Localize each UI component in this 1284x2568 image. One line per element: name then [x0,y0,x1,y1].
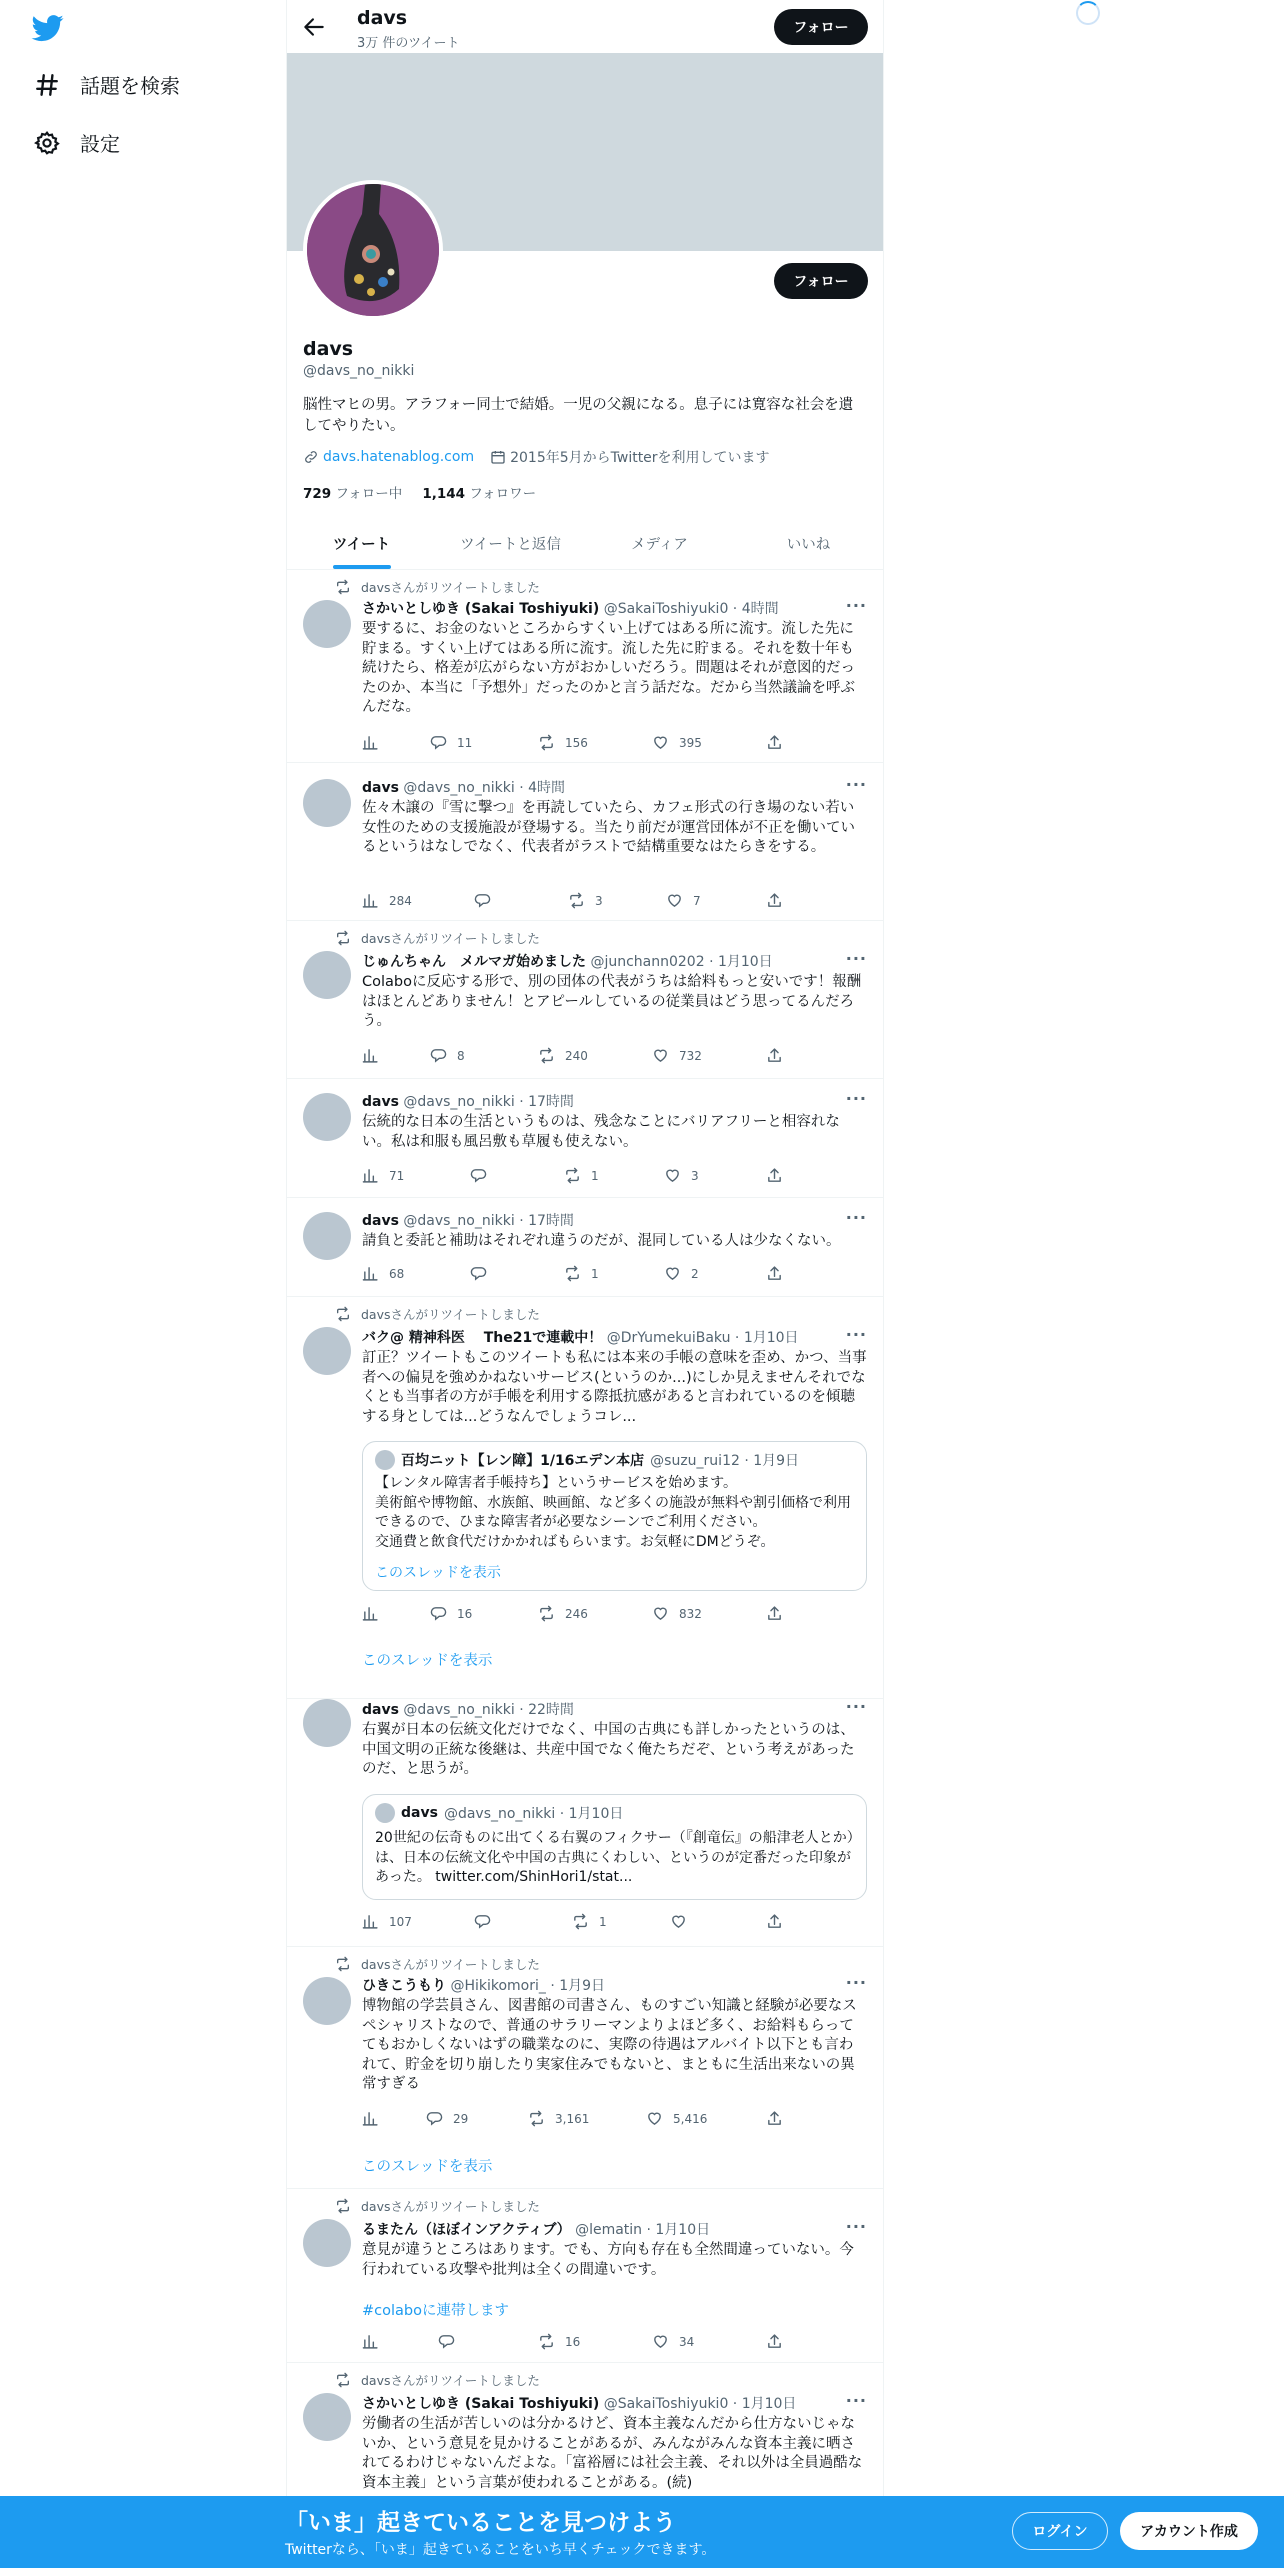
retweet-count: 246 [565,1606,588,1621]
more-options-icon[interactable]: ··· [845,1089,867,1108]
heart-icon [652,1605,669,1622]
share-icon [766,1167,783,1184]
tweet-avatar[interactable] [303,600,351,648]
tweet-avatar[interactable] [303,1212,351,1260]
analytics-icon [362,2110,379,2127]
analytics-icon [362,1047,379,1064]
retweet-icon [572,1913,589,1930]
share-button[interactable] [766,1913,783,1930]
profile-website-link[interactable]: davs.hatenablog.com [323,449,475,465]
more-options-icon[interactable]: ··· [845,775,867,794]
profile-website[interactable] [303,447,474,467]
avatar-image-icon [307,184,439,316]
heart-icon [666,892,683,909]
tweet-actions [362,1047,792,1067]
analytics-button[interactable] [362,1047,389,1064]
retweet-icon [335,2198,351,2214]
tweet-item[interactable] [287,1297,883,1699]
quoted-author-handle: @suzu_rui12 · 1月9日 [650,1453,800,1469]
quoted-tweet-text: 【レンタル障害者手帳持ち】というサービスを始めます。 美術館や博物館、水族館、映画館、など多くの施設が無料や割引価格で利用できるので、ひまな障害者が必要なシーンでご利用ください。 交通費と飲食代だけかかればもらいます。お気軽にDMどうぞ。 [375,1475,851,1550]
profile-header-bar [287,0,883,53]
quoted-tweet-header [375,1450,799,1470]
tweet-author-name[interactable]: さかいとしゆき (Sakai Toshiyuki) [362,601,600,617]
heart-icon [664,1265,681,1282]
retweet-indicator [335,2371,540,2389]
tweet-actions [362,1605,792,1625]
views-count: 71 [389,1168,405,1183]
share-icon [766,1605,783,1622]
share-icon [766,2110,783,2127]
following-count: 729 [303,486,332,502]
retweet-icon [538,2333,555,2350]
followers-count: 1,144 [422,486,466,502]
like-button[interactable] [652,734,702,751]
tweet-header [362,777,565,797]
retweet-label: davsさんがリツイートしました [361,2373,540,2388]
heart-icon [652,734,669,751]
profile-handle: @davs_no_nikki [303,363,415,379]
retweet-icon [335,930,351,946]
retweet-count: 1 [591,1168,599,1183]
reply-icon [470,1167,487,1184]
tweet-text: 訂正？ツイートもこのツイートも私には本来の手帳の意味を歪め、かつ、当事者への偏見を強めかねないサービス(というのか...)にしか見えませんそれでなくとも当事者の方が手帳を利用する際抵抗感があると言われているのを傾聴する身としては...どうなんでしょうコレ... [362,1350,867,1425]
like-count: 5,416 [673,2111,708,2126]
tweet-item[interactable] [287,763,883,921]
retweet-button[interactable] [528,2110,589,2127]
reply-count: 16 [457,1606,473,1621]
link-icon [303,449,319,465]
tweet-author-name[interactable]: るまたん（ほぼインアクティブ） [362,2222,571,2238]
show-thread-link[interactable]: このスレッドを表示 [362,2159,493,2175]
share-icon [766,1047,783,1064]
like-count: 34 [679,2334,695,2349]
tweet-text: 伝統的な日本の生活というものは、残念なことにバリアフリーと相容れない。私は和服も風呂敷も草履も使えない。 [362,1114,840,1150]
followers-link[interactable] [422,482,536,502]
retweet-button[interactable] [538,734,588,751]
login-button[interactable]: ログイン [1012,2512,1108,2550]
share-button[interactable] [766,1265,783,1282]
more-options-icon[interactable]: ··· [845,1208,867,1227]
tweet-item[interactable] [287,2363,883,2496]
reply-icon [474,892,491,909]
tab-tweets-and-replies[interactable]: ツイートと返信 [460,537,561,553]
quoted-tweet-header [375,1803,623,1823]
prompt-subtitle: Twitterなら、「いま」起きていることをいち早くチェックできます。 [285,2542,716,2558]
more-options-icon[interactable]: ··· [845,2391,867,2410]
profile-bio: 脳性マヒの男。アラフォー同士で結婚。一児の父親になる。息子には寛容な社会を遺してやりたい。 [303,397,854,434]
retweet-icon [335,1956,351,1972]
reply-icon [438,2333,455,2350]
reply-button[interactable] [430,734,472,751]
profile-follow-stats [303,482,536,502]
share-icon [766,892,783,909]
share-button[interactable] [766,1167,783,1184]
profile-avatar[interactable] [303,180,443,320]
reply-icon [474,1913,491,1930]
more-options-icon[interactable]: ··· [845,1697,867,1716]
tweet-item[interactable] [287,1699,883,1947]
retweet-icon [564,1265,581,1282]
nav-settings-label: 設定 [80,132,120,156]
calendar-icon [490,449,506,465]
share-icon [766,1913,783,1930]
signup-button[interactable]: アカウント作成 [1120,2512,1258,2550]
tab-media[interactable]: メディア [631,537,688,553]
reply-button[interactable] [470,1167,497,1184]
tweet-header [362,598,779,618]
profile-joined-text: 2015年5月からTwitterを利用しています [510,450,770,466]
more-options-icon[interactable]: ··· [845,2217,867,2236]
reply-count: 8 [457,1048,465,1063]
like-button[interactable] [652,2333,694,2350]
retweet-icon [538,734,555,751]
tweet-header [362,1327,799,1347]
tweet-item[interactable] [287,1079,883,1198]
following-link[interactable] [303,482,402,502]
retweet-indicator [335,929,540,947]
like-count: 832 [679,1606,702,1621]
quoted-avatar [375,1450,395,1470]
profile-name: davs [303,338,354,360]
share-button[interactable] [766,892,783,909]
like-button[interactable] [670,1913,697,1930]
share-button[interactable] [766,1605,783,1622]
tweet-avatar[interactable] [303,2393,351,2441]
like-count: 2 [691,1266,699,1281]
twitter-logo-icon[interactable] [30,12,66,44]
like-button[interactable] [652,1605,702,1622]
share-icon [766,1265,783,1282]
retweet-button[interactable] [564,1265,599,1282]
tweet-actions [362,734,792,754]
tab-tweets[interactable]: ツイート [287,518,436,569]
tweet-actions [362,1167,792,1187]
like-button[interactable] [666,892,701,909]
signup-prompt-bar [0,2496,1284,2568]
retweet-indicator [335,1955,540,1973]
tweet-actions [362,2110,792,2130]
retweet-button[interactable] [568,892,603,909]
nav-explore-label: 話題を検索 [80,74,180,98]
tweet-item[interactable] [287,1947,883,2189]
tweet-text: 右翼が日本の伝統文化だけでなく、中国の古典にも詳しかったというのは、中国文明の正統な後継は、共産中国でなく俺たちだぞ、という考えがあったのだ、と思うが。 [362,1722,855,1777]
profile-timeline-column [286,0,884,2568]
tweet-author-handle[interactable]: @davs_no_nikki · 22時間 [403,1702,574,1718]
quoted-avatar [375,1803,395,1823]
followers-label: フォロワー [469,486,537,502]
tweet-avatar[interactable] [303,2219,351,2267]
tweet-avatar[interactable] [303,1093,351,1141]
heart-icon [664,1167,681,1184]
retweet-label: davsさんがリツイートしました [361,1957,540,1972]
quoted-author-name: 百均ニット【レン障】1/16エデン本店 [401,1453,645,1469]
reply-icon [426,2110,443,2127]
reply-icon [470,1265,487,1282]
tweet-header [362,1210,574,1230]
prompt-title: 「いま」起きていることを見つけよう [285,2510,676,2536]
retweet-label: davsさんがリツイートしました [361,1307,540,1322]
like-count: 395 [679,735,702,750]
hashtag-icon [34,72,60,98]
tweet-header [362,2393,796,2413]
tweet-author-name[interactable]: davs [362,780,399,796]
share-button[interactable] [766,734,783,751]
tweet-author-name[interactable]: davs [362,1213,399,1229]
share-icon [766,2333,783,2350]
tweet-text: 佐々木譲の『雪に撃つ』を再読していたら、カフェ形式の行き場のない若い女性のための支援施設が登場する。当たり前だが運営団体が不正を働いているというはなしでなく、代表者がラストで結構重要なはたらきをする。 [362,800,855,855]
tweet-avatar[interactable] [303,1327,351,1375]
tweet-header [362,1975,605,1995]
quoted-author-handle: @davs_no_nikki · 1月10日 [443,1806,624,1822]
retweet-count: 156 [565,735,588,750]
tweet-header [362,1699,574,1719]
retweet-indicator [335,578,540,596]
tweet-author-name[interactable]: ひきこうもり [362,1978,446,1994]
retweet-indicator [335,1305,540,1323]
retweet-icon [335,1306,351,1322]
analytics-button[interactable] [362,892,412,909]
retweet-button[interactable] [538,1605,588,1622]
retweet-icon [538,1047,555,1064]
quoted-tweet[interactable] [362,1794,867,1900]
quoted-tweet-text: 20世紀の伝奇ものに出てくる右翼のフィクサー（『創竜伝』の船津老人とか）は、日本の伝統文化や中国の古典にくわしい、というのが定番だった印象があった。 twitter.com/ShinHori1/stat... [375,1830,854,1885]
reply-count: 29 [453,2111,469,2126]
tweet-text: 労働者の生活が苦しいのは分かるけど、資本主義なんだから仕方ないじゃないか、という意見を見かけることがあるが、みんながみんな資本主義に晒されてるわけじゃないんだよな。「富裕層には社会主義、それ以外は全員過酷な資本主義」という言葉が使われることがある。(続) [362,2416,863,2491]
tab-likes[interactable]: いいね [786,537,831,553]
analytics-button[interactable] [362,1605,389,1622]
analytics-button[interactable] [362,1265,404,1282]
retweet-icon [335,579,351,595]
tweet-author-name[interactable]: じゅんちゃん メルマガ始めました [362,954,586,970]
tweet-author-handle[interactable]: @lematin · 1月10日 [575,2222,711,2238]
reply-count: 11 [457,735,473,750]
tweet-avatar[interactable] [303,951,351,999]
more-options-icon[interactable]: ··· [845,949,867,968]
reply-icon [430,734,447,751]
retweet-button[interactable] [572,1913,607,1930]
retweet-count: 16 [565,2334,581,2349]
share-icon [766,734,783,751]
share-button[interactable] [766,2110,783,2127]
analytics-button[interactable] [362,1167,404,1184]
tweet-item[interactable] [287,1198,883,1297]
like-count: 732 [679,1048,702,1063]
tweet-actions [362,1265,792,1285]
reply-button[interactable] [470,1265,497,1282]
reply-button[interactable] [426,2110,468,2127]
retweet-icon [564,1167,581,1184]
retweet-icon [568,892,585,909]
header-follow-button[interactable]: フォロー [774,9,868,45]
back-arrow-icon[interactable] [301,14,327,40]
tweet-header [362,951,773,971]
heart-icon [670,1913,687,1930]
retweet-count: 3 [595,893,603,908]
like-button[interactable] [652,1047,702,1064]
tweet-text: 博物館の学芸員さん、図書館の司書さん、ものすごい知識と経験が必要なスペシャリストなので、普通のサラリーマンよりよほど多く、お給料もらっててもおかしくないはずの職業なのに、実際の待遇はアルバイト以下とも言われて、貯金を切り崩したり実家住みでもないと、まともに生活出来ないの異常すぎる [362,1998,857,2092]
tweet-author-name[interactable]: davs [362,1702,399,1718]
views-count: 284 [389,893,412,908]
tweet-author-handle[interactable]: @davs_no_nikki · 4時間 [403,780,565,796]
tweet-text: 請負と委託と補助はそれぞれ違うのだが、混同している人は少なくない。 [362,1233,841,1249]
hashtag-link[interactable]: #colaboに連帯します [362,2303,509,2319]
views-count: 107 [389,1914,412,1929]
tweet-avatar[interactable] [303,1699,351,1747]
tweet-author-handle[interactable]: @SakaiToshiyuki0 · 4時間 [603,601,779,617]
retweet-count: 1 [599,1914,607,1929]
profile-follow-button[interactable]: フォロー [774,263,868,299]
tweet-author-handle[interactable]: @SakaiToshiyuki0 · 1月10日 [603,2396,797,2412]
header-tweet-count: 3万 件のツイート [357,36,460,51]
tweet-author-handle[interactable]: @DrYumekuiBaku · 1月10日 [606,1330,799,1346]
reply-icon [430,1047,447,1064]
tweet-text: Colaboに反応する形で、別の団体の代表がうちは給料もっと安いです！報酬はほとんどありません！とアピールしているの従業員はどう思ってるんだろう。 [362,974,862,1029]
reply-button[interactable] [438,2333,465,2350]
retweet-icon [528,2110,545,2127]
header-profile-name: davs [357,7,408,29]
tweet-item[interactable] [287,921,883,1079]
tweet-item[interactable] [287,2189,883,2363]
like-button[interactable] [664,1167,699,1184]
retweet-button[interactable] [538,1047,588,1064]
analytics-icon [362,1167,379,1184]
tweet-author-handle[interactable]: @davs_no_nikki · 17時間 [403,1213,574,1229]
analytics-button[interactable] [362,2333,389,2350]
tweet-header [362,1091,574,1111]
more-options-icon[interactable]: ··· [845,1973,867,1992]
tweet-actions [362,2333,792,2353]
quoted-show-thread-link[interactable]: このスレッドを表示 [375,1565,501,1581]
reply-button[interactable] [430,1047,465,1064]
quoted-author-name: davs [401,1805,438,1821]
tweet-text: 意見が違うところはあります。でも、方向も存在も全然間違っていない。今行われている攻撃や批判は全くの間違いです。 [362,2242,854,2278]
gear-icon [34,130,60,156]
retweet-count: 1 [591,1266,599,1281]
retweet-label: davsさんがリツイートしました [361,580,540,595]
retweet-count: 3,161 [555,2111,590,2126]
tweet-author-name[interactable]: davs [362,1094,399,1110]
nav-settings[interactable] [34,128,120,157]
nav-explore[interactable] [34,70,180,99]
tweet-author-handle[interactable]: @Hikikomori_ · 1月9日 [450,1978,606,1994]
tweet-author-name[interactable]: さかいとしゆき (Sakai Toshiyuki) [362,2396,600,2412]
more-options-icon[interactable]: ··· [845,1325,867,1344]
share-button[interactable] [766,1047,783,1064]
analytics-button[interactable] [362,1913,412,1930]
retweet-indicator [335,2197,540,2215]
profile-tabs [287,518,883,570]
heart-icon [646,2110,663,2127]
left-sidebar [0,0,286,2568]
analytics-icon [362,892,379,909]
tweet-actions [362,892,792,912]
retweet-button[interactable] [538,2333,580,2350]
more-options-icon[interactable]: ··· [845,596,867,615]
retweet-label: davsさんがリツイートしました [361,931,540,946]
heart-icon [652,1047,669,1064]
analytics-icon [362,734,379,751]
tweet-actions [362,1913,792,1933]
analytics-icon [362,1913,379,1930]
analytics-icon [362,1605,379,1622]
analytics-icon [362,1265,379,1282]
tweet-item[interactable] [287,570,883,763]
profile-joined [490,447,769,467]
heart-icon [652,2333,669,2350]
retweet-icon [335,2372,351,2388]
following-label: フォロー中 [335,486,403,502]
share-button[interactable] [766,2333,783,2350]
analytics-button[interactable] [362,2110,389,2127]
reply-button[interactable] [430,1605,472,1622]
like-button[interactable] [646,2110,707,2127]
tweet-avatar[interactable] [303,1977,351,2025]
retweet-count: 240 [565,1048,588,1063]
like-count: 3 [691,1168,699,1183]
loading-spinner-icon [1076,1,1100,25]
tweet-author-handle[interactable]: @davs_no_nikki · 17時間 [403,1094,574,1110]
tweet-author-handle[interactable]: @junchann0202 · 1月10日 [590,954,773,970]
tweet-avatar[interactable] [303,779,351,827]
retweet-label: davsさんがリツイートしました [361,2199,540,2214]
views-count: 68 [389,1266,405,1281]
tweet-text: 要するに、お金のないところからすくい上げてはある所に流す。流した先に貯まる。すくい上げてはある所に流す。流した先に貯まる。それを数十年も続けたら、格差が広がらない方がおかしいだろう。問題はそれが意図的だったのか、本当に「予想外」だったのかと言う話だな。だから当然議論を呼ぶんだな。 [362,621,855,715]
quoted-tweet[interactable] [362,1441,867,1591]
retweet-icon [538,1605,555,1622]
profile-meta [303,447,770,467]
like-button[interactable] [664,1265,699,1282]
analytics-icon [362,2333,379,2350]
analytics-button[interactable] [362,734,389,751]
tweet-header [362,2219,710,2239]
reply-button[interactable] [474,1913,501,1930]
retweet-button[interactable] [564,1167,599,1184]
tweet-author-name[interactable]: バク@ 精神科医 The21で連載中！ [362,1330,603,1346]
like-count: 7 [693,893,701,908]
show-thread-link[interactable]: このスレッドを表示 [362,1653,493,1669]
reply-icon [430,1605,447,1622]
reply-button[interactable] [474,892,501,909]
